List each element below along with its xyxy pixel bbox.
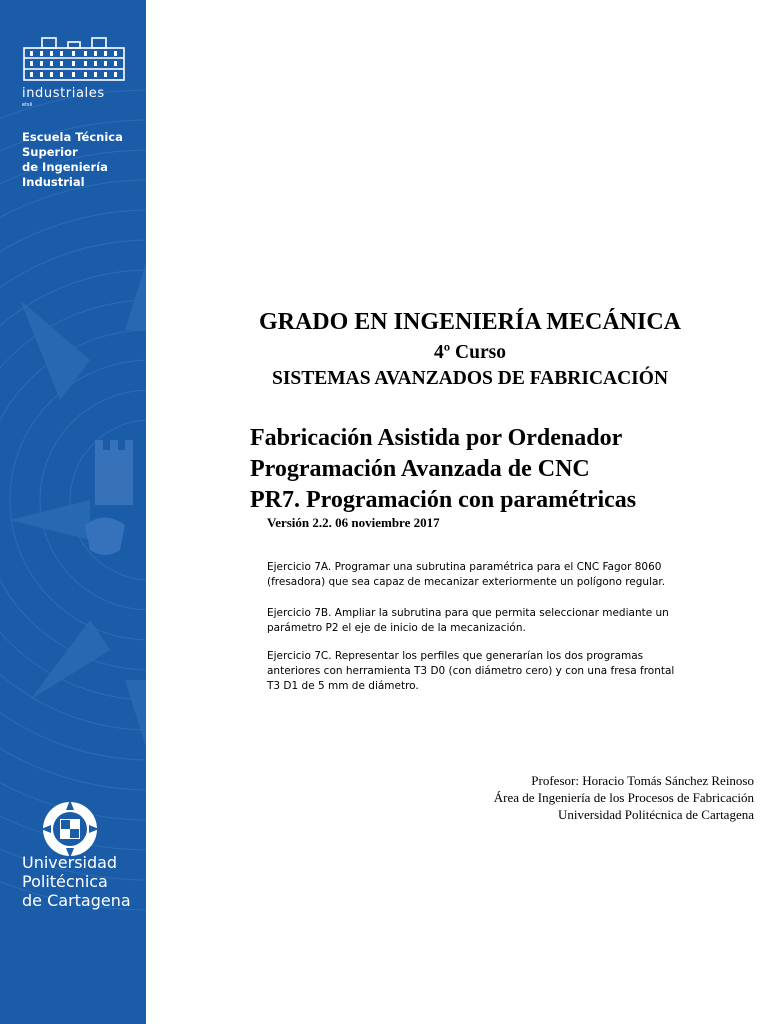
subject-title: SISTEMAS AVANZADOS DE FABRICACIÓN <box>271 368 669 389</box>
school-line: Superior <box>22 145 78 159</box>
brand-name: industriales <box>22 86 105 101</box>
university-line: de Cartagena <box>22 891 131 910</box>
school-line: de Ingeniería <box>22 160 108 174</box>
exercise-line: Ejercicio 7A. Programar una subrutina paramétrica para el CNC Fagor 8060 <box>267 561 662 573</box>
exercise-line: Ejercicio 7B. Ampliar la subrutina para que permita seleccionar mediante un <box>267 607 669 619</box>
brand-small: etsii <box>22 102 33 108</box>
university-name <box>22 853 131 910</box>
university-line: Universidad <box>22 853 118 872</box>
school-name <box>22 130 142 190</box>
exercise-line: T3 D1 de 5 mm de diámetro. <box>267 680 419 692</box>
industriales-building-logo <box>22 34 126 82</box>
exercise-line: (fresadora) que sea capaz de mecanizar exteriormente un polígono regular. <box>267 576 666 588</box>
professor-info <box>494 772 754 823</box>
exercise-line: parámetro P2 el eje de inicio de la mecanización. <box>267 622 526 634</box>
exercise-block <box>267 649 747 694</box>
degree-title: GRADO EN INGENIERÍA MECÁNICA <box>258 309 682 335</box>
document-title-line: Programación Avanzada de CNC <box>250 456 590 482</box>
document-title-line: PR7. Programación con paramétricas <box>250 487 637 513</box>
university-line: Politécnica <box>22 872 108 891</box>
course-label: 4º Curso <box>434 342 506 363</box>
school-line: Industrial <box>22 175 85 189</box>
school-line: Escuela Técnica <box>22 130 123 144</box>
upct-seal-logo <box>41 800 99 858</box>
exercise-block <box>267 606 747 636</box>
exercise-line: Ejercicio 7C. Representar los perfiles que generarían los dos programas <box>267 650 644 662</box>
professor-area: Área de Ingeniería de los Procesos de Fabricación <box>493 790 754 805</box>
professor-university: Universidad Politécnica de Cartagena <box>557 807 754 822</box>
professor-name: Profesor: Horacio Tomás Sánchez Reinoso <box>531 773 754 788</box>
version-date: Versión 2.2. 06 noviembre 2017 <box>267 515 440 530</box>
exercise-line: anteriores con herramienta T3 D0 (con diámetro cero) y con una fresa frontal <box>267 665 675 677</box>
sidebar-banner <box>0 0 146 1024</box>
exercise-block <box>267 560 747 590</box>
document-title-line: Fabricación Asistida por Ordenador <box>250 425 623 451</box>
